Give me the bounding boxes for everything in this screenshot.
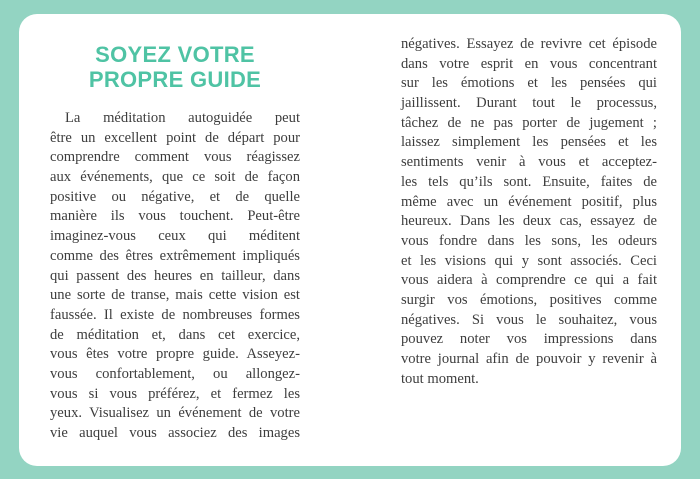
text-line: yeux. Visualisez un événement de votre (50, 405, 300, 422)
text-line: négatives. Si vous le souhaitez, vous (401, 311, 657, 328)
text-line: être un excellent point de départ pour (50, 129, 300, 146)
text-line: vie auquel vous associez des images (50, 425, 300, 441)
left-column (50, 109, 300, 444)
text-line: une sorte de transe, mais cette vision est (50, 287, 300, 304)
text-line: vous confortablement, ou allongez- (50, 365, 300, 382)
title-line: PROPRE GUIDE (88, 67, 262, 92)
text-line: faussée. Il existe de nombreuses formes (50, 306, 300, 323)
text-line: de méditation et, dans cet exercice, (50, 326, 300, 343)
text-line: négatives. Essayez de revivre cet épisode (401, 36, 657, 52)
text-line: tâchez de ne pas porter de jugement ; (401, 114, 657, 131)
text-line: La méditation autoguidée peut (65, 110, 300, 126)
text-line: tout moment. (401, 370, 479, 387)
text-line: comprendre comment vous réagissez (50, 149, 300, 166)
title-line: SOYEZ VOTRE (95, 42, 255, 67)
text-line: surgir vos émotions, positives comme (401, 291, 657, 308)
right-column (401, 35, 657, 389)
text-line: vous fondre dans les sons, les odeurs (401, 232, 657, 249)
text-line: heureux. Dans les deux cas, essayez de (401, 213, 657, 230)
text-line: imaginez-vous ceux qui méditent (50, 228, 300, 245)
text-line: positive ou négative, et de quelle (50, 188, 300, 205)
text-line: les tels qu’ils sont. Ensuite, faites de (401, 173, 657, 190)
text-line: manière ils vous touchent. Peut-être (50, 208, 300, 225)
text-line: votre journal afin de pouvoir y revenir à (401, 351, 657, 367)
text-line: pouvez noter vos impressions dans (401, 331, 657, 348)
text-line: laissez simplement les pensées et les (401, 134, 657, 151)
text-line: même avec un événement positif, plus (401, 193, 657, 210)
text-line: et les visions qui y sont associés. Ceci (401, 252, 657, 269)
text-line: qui passent des heures en tailleur, dans (50, 267, 300, 284)
text-line: sur les émotions et les pensées qui (401, 75, 657, 92)
text-line: vous si vous préférez, et fermez les (50, 385, 300, 402)
text-line: dans votre esprit en vous concentrant (401, 55, 657, 72)
text-line: jaillissent. Durant tout le processus, (401, 95, 657, 112)
text-line: comme des êtres extrêmement impliqués (50, 247, 300, 264)
text-line: aux événements, que ce soit de façon (50, 169, 300, 186)
text-line: vous aidera à comprendre ce qui a fait (401, 272, 657, 289)
page-title (50, 42, 300, 92)
text-line: sentiments venir à vous et acceptez- (401, 154, 657, 171)
text-line: vous êtes votre propre guide. Asseyez- (50, 346, 300, 363)
